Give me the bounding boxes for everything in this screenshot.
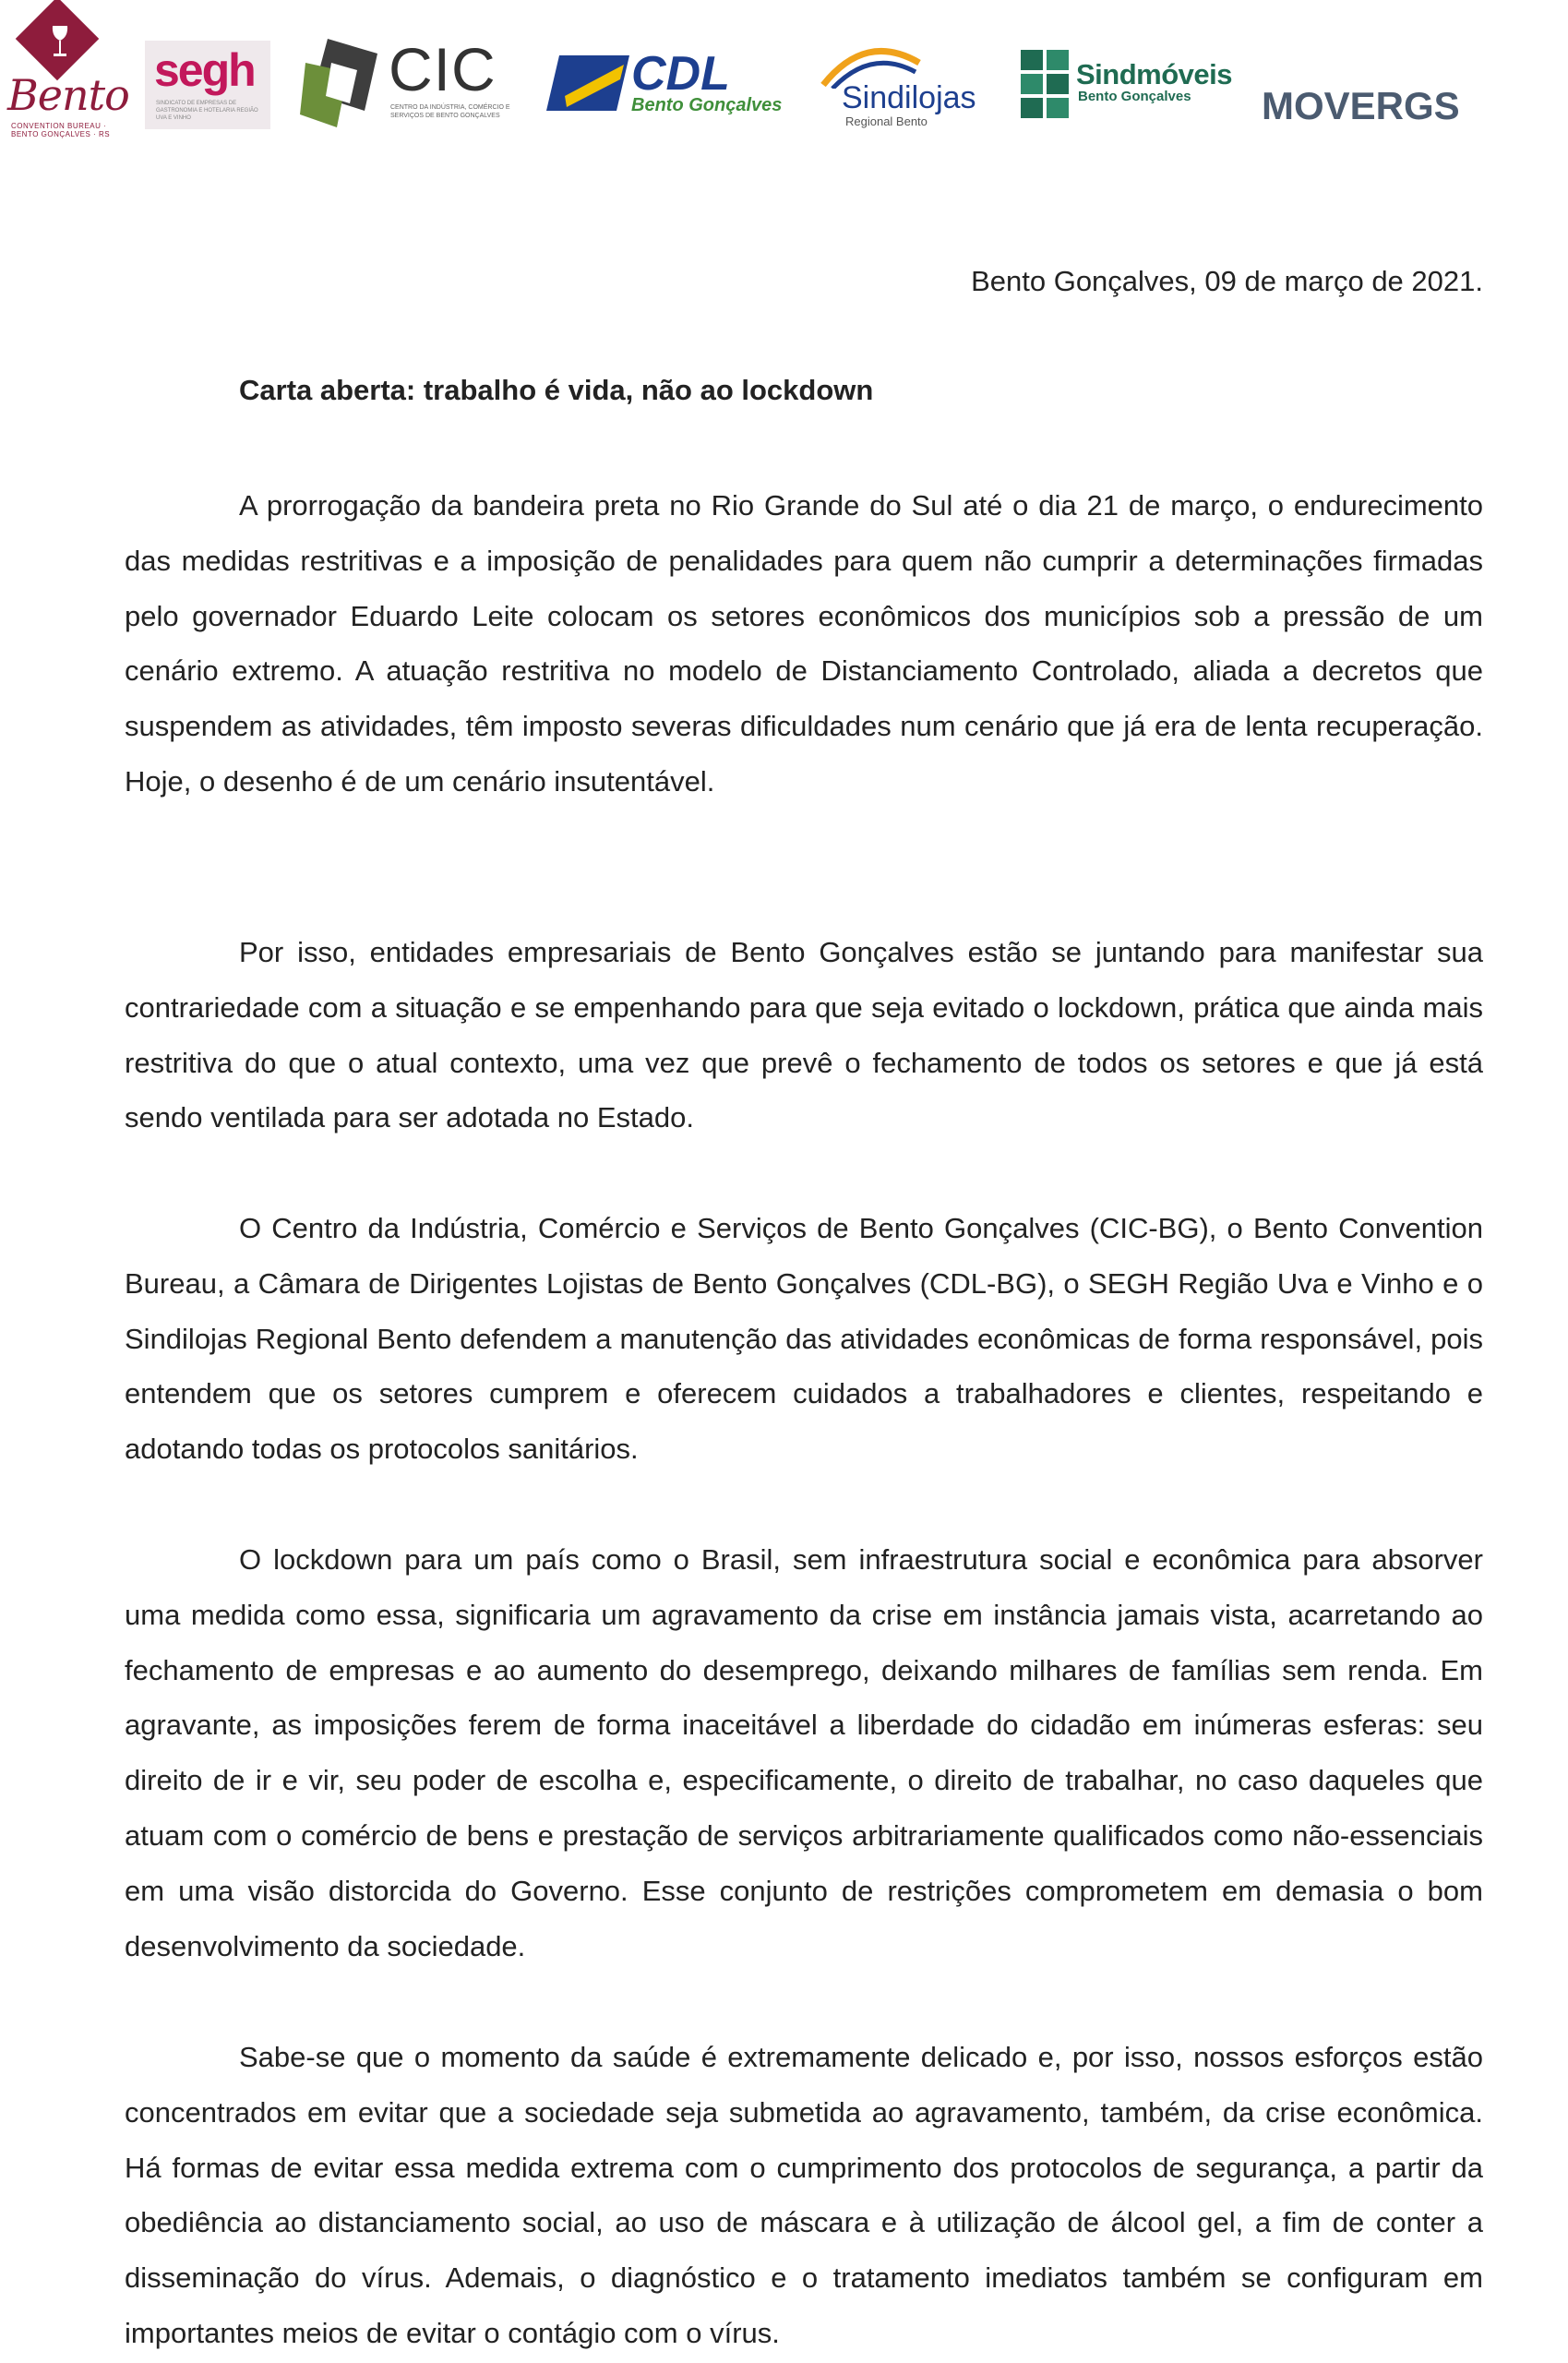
movergs-logo-word: MOVERGS	[1262, 84, 1460, 127]
letter-title: Carta aberta: trabalho é vida, não ao lockdown	[239, 374, 874, 406]
wine-glass-icon	[48, 24, 72, 61]
cdl-emblem-icon	[546, 55, 629, 111]
letter-paragraph-2: Por isso, entidades empresariais de Bento Gonçalves estão se juntando para manifestar sua contrariedade com a situação e se empenhando para que seja evitado o lockdown, prática que ainda mais restritiva do que o atual contexto, uma vez que prevê o fechamento de todos os setores e que já está sendo ventilada para ser adotada no Estado.	[125, 936, 1483, 1134]
cdl-logo-word: CDL	[631, 47, 730, 101]
cic-logo	[300, 35, 512, 135]
letter-paragraph-5: Sabe-se que o momento da saúde é extremamente delicado e, por isso, nossos esforços estão concentrados em evitar que a sociedade seja submetida ao agravamento, também, da crise econômica. Há formas de evitar essa medida extrema com o cumprimento dos protocolos de segurança, a partir da obediência ao distanciamento social, ao uso de máscara e à utilização de álcool gel, a fim de conter a disseminação do vírus. Ademais, o diagnóstico e o tratamento imediatos também se configuram em importantes meios de evitar o contágio com o vírus.	[125, 2041, 1483, 2349]
cic-logo-word: CIC	[389, 35, 497, 103]
sindilojas-logo-subtitle: Regional Bento	[845, 114, 928, 128]
segh-logo	[145, 41, 270, 129]
letter-paragraph-4: O lockdown para um país como o Brasil, sem infraestrutura social e econômica para absorver uma medida como essa, significaria um agravamento da crise em instância jamais vista, acarretando ao fechamento de empresas e ao aumento do desemprego, deixando milhares de famílias sem renda. Em agravante, as imposições ferem de forma inaceitável a liberdade do cidadão em inúmeras esferas: seu direito de ir e vir, seu poder de escolha e, especificamente, o direito de trabalhar, no caso daqueles que atuam com o comércio de bens e prestação de serviços arbitrariamente qualificados como não-essenciais em uma visão distorcida do Governo. Esse conjunto de restrições comprometem em demasia o bom desenvolvimento da sociedade.	[125, 1543, 1483, 1962]
cdl-logo-subtitle: Bento Gonçalves	[631, 95, 783, 115]
segh-logo-word: segh	[154, 44, 255, 96]
logo-strip	[0, 0, 1568, 148]
segh-logo-subtitle: SINDICATO DE EMPRESAS DE GASTRONOMIA E HOTELARIA REGIÃO UVA E VINHO	[156, 101, 258, 121]
movergs-logo	[1262, 83, 1483, 129]
bento-logo-subtitle: CONVENTION BUREAU · BENTO GONÇALVES · RS	[11, 122, 111, 138]
sindmoveis-logo-subtitle: Bento Gonçalves	[1078, 89, 1191, 104]
sindmoveis-logo	[1021, 50, 1233, 120]
letter-paragraph-3: O Centro da Indústria, Comércio e Serviços de Bento Gonçalves (CIC-BG), o Bento Convention Bureau, a Câmara de Dirigentes Lojistas de Bento Gonçalves (CDL-BG), o SEGH Região Uva e Vinho e o Sindilojas Regional Bento defendem a manutenção das atividades econômicas de forma responsável, pois entendem que os setores cumprem e oferecem cuidados a trabalhadores e clientes, respeitando e adotando todas os protocolos sanitários.	[125, 1212, 1483, 1466]
bento-logo-word: Bento	[7, 70, 129, 120]
sindmoveis-logo-word: Sindmóveis	[1076, 58, 1232, 90]
sindilojas-logo	[818, 39, 984, 131]
cic-logo-subtitle: CENTRO DA INDÚSTRIA, COMÉRCIO E SERVIÇOS DE BENTO GONÇALVES	[390, 104, 510, 119]
letter-date: Bento Gonçalves, 09 de março de 2021.	[971, 265, 1483, 297]
cic-emblem-icon	[300, 35, 383, 131]
bento-convention-bureau-logo	[7, 6, 129, 142]
cdl-logo	[546, 48, 796, 118]
letter-paragraph-1: A prorrogação da bandeira preta no Rio Grande do Sul até o dia 21 de março, o endurecimento das medidas restritivas e a imposição de penalidades para quem não cumprir a determinações firmadas pelo governador Eduardo Leite colocam os setores econômicos dos municípios sob a pressão de um cenário extremo. A atuação restritiva no modelo de Distanciamento Controlado, aliada a decretos que suspendem as atividades, têm imposto severas dificuldades num cenário que já era de lenta recuperação. Hoje, o desenho é de um cenário insutentável.	[125, 489, 1483, 798]
sindmoveis-emblem-icon	[1021, 50, 1071, 120]
sindilojas-logo-word: Sindilojas	[842, 80, 976, 115]
